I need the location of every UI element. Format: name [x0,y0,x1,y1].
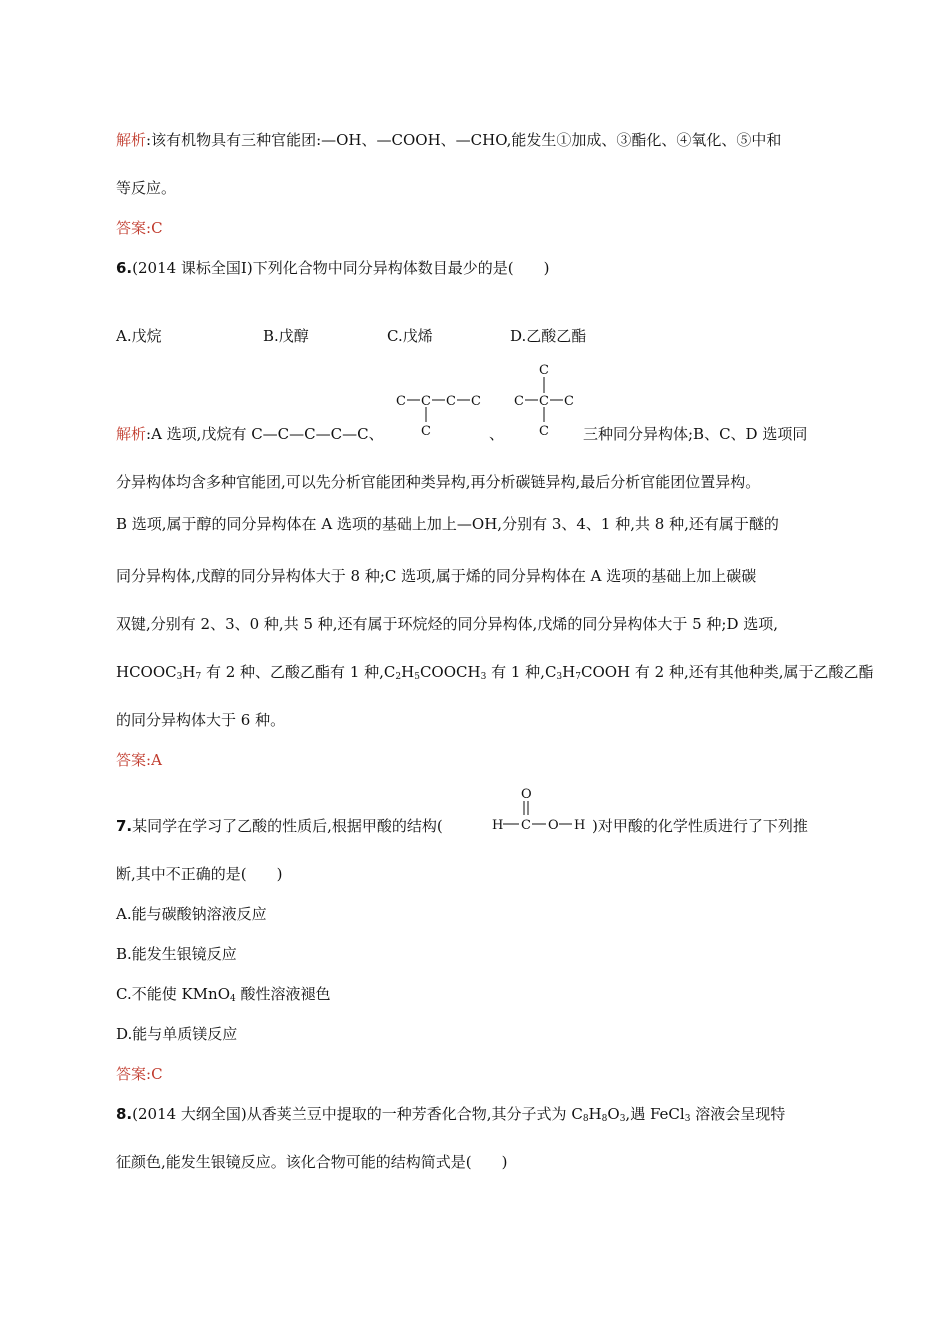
atom-c: C [514,394,524,409]
answer-value: :C [146,1065,163,1083]
q6-answer [116,750,162,770]
option-b: B.戊醇 [263,327,309,345]
q7-option-c: C.不能使 KMnO$_4$ 酸性溶液褪色 [116,985,331,1004]
q7-option-d: D.能与单质镁反应 [116,1025,238,1043]
q6-stem [116,258,549,278]
q6-analysis-line7: 的同分异构体大于 6 种。 [116,711,286,729]
analysis-label: 解析 [116,131,147,149]
analysis-text-cont: 三种同分异构体;B、C、D 选项同 [583,425,808,443]
q7-stem-line2: 断,其中不正确的是( ) [116,865,283,883]
q6-options [116,326,816,346]
atom-o: O [548,818,559,833]
q7-answer [116,1064,163,1084]
q6-analysis-line4: 同分异构体,戊醇的同分异构体大于 8 种;C 选项,属于烯的同分异构体在 A 选项的基础上加上碳碳 [116,567,757,585]
atom-h: H [574,818,586,833]
atom-c: C [471,394,481,409]
atom-c: C [521,818,531,833]
option-c: C.戊烯 [387,327,433,345]
separator: 、 [489,425,505,443]
q6-analysis-line5: 双键,分别有 2、3、0 种,共 5 种,还有属于环烷烃的同分异构体,戊烯的同分异构体大于 5 种;D 选项, [116,615,779,633]
q7-option-b: B.能发生银镜反应 [116,945,237,963]
question-number: 8. [116,1105,133,1123]
q6-analysis-line1 [116,424,836,444]
question-text: 某同学在学习了乙酸的性质后,根据甲酸的结构( [132,817,443,835]
atom-c: C [446,394,456,409]
formic-acid-structure [488,784,588,834]
question-number: 7. [116,817,133,835]
q6-analysis-line3: B 选项,属于醇的同分异构体在 A 选项的基础上加上—OH,分别有 3、4、1 种,共 8 种,还有属于醚的 [116,515,779,533]
atom-h: H [492,818,504,833]
atom-c: C [539,363,549,378]
q7-stem [116,816,836,836]
atom-c: C [564,394,574,409]
question-text-cont: )对甲酸的化学性质进行了下列推 [592,817,808,835]
q6-analysis-line2: 分异构体均含多种官能团,可以先分析官能团种类异构,再分析碳链异构,最后分析官能团位置异构。 [116,473,761,491]
question-text: (2014 课标全国Ⅰ)下列化合物中同分异构体数目最少的是( ) [132,259,550,277]
q5-answer [116,218,163,238]
atom-c: C [396,394,406,409]
atom-c: C [421,394,431,409]
q5-analysis-line1 [116,130,781,150]
analysis-text: :该有机物具有三种官能团:—OH、—COOH、—CHO,能发生①加成、③酯化、④氧化、⑤中和 [146,131,782,149]
answer-value: :C [146,219,163,237]
option-a: A.戊烷 [116,327,162,345]
analysis-label: 解析 [116,425,147,443]
q6-analysis-line6: $HCOOC_3H_7$ 有 2 种、乙酸乙酯有 1 种$,C_2H_5COOCH_3$ 有 1 种$,C_3H_7COOH$ 有 2 种,还有其他种类,属于乙酸乙酯 [116,663,874,682]
analysis-text: :A 选项,戊烷有 C—C—C—C—C、 [146,425,384,443]
atom-c: C [539,394,549,409]
answer-label: 答案 [116,1065,147,1083]
question-number: 6. [116,259,133,277]
q8-stem: 8.(2014 大纲全国)从香荚兰豆中提取的一种芳香化合物,其分子式为 $C_8H_8O_3$,遇 FeCl$_3$ 溶液会呈现特 [116,1105,786,1124]
answer-value: :A [146,751,162,769]
q8-stem-line2: 征颜色,能发生银镜反应。该化合物可能的结构简式是( ) [116,1153,508,1171]
atom-o: O [521,787,532,802]
atom-c: C [539,424,549,439]
atom-c: C [421,424,431,439]
q5-analysis-line2: 等反应。 [116,179,177,197]
q7-option-a: A.能与碳酸钠溶液反应 [116,905,267,923]
option-d: D.乙酸乙酯 [510,327,587,345]
answer-label: 答案 [116,219,147,237]
answer-label: 答案 [116,751,147,769]
